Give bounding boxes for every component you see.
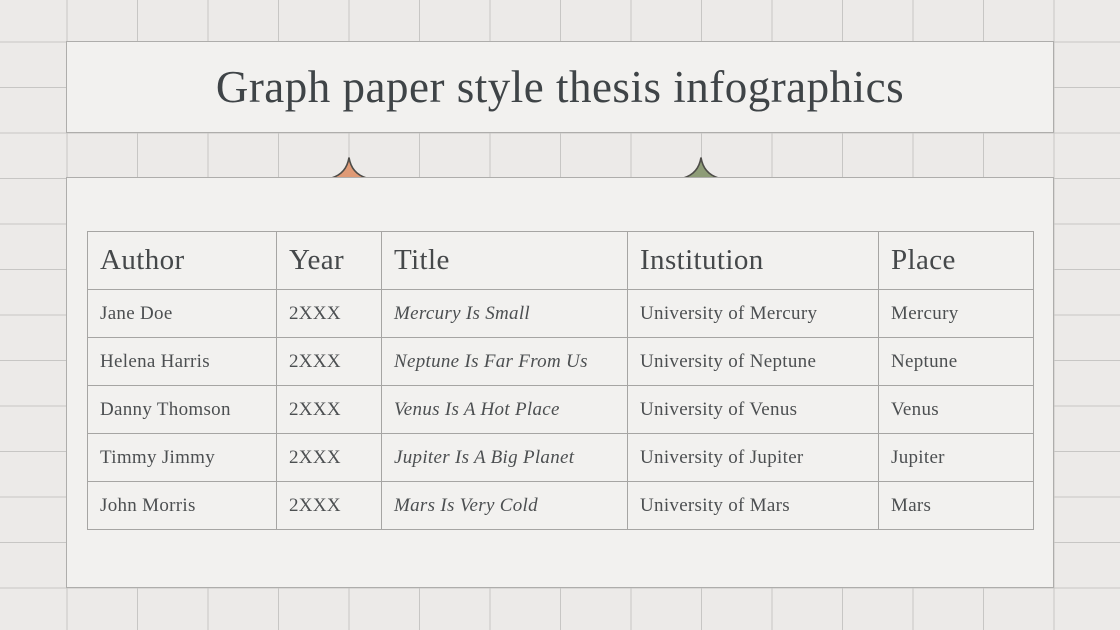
header-institution: Institution bbox=[628, 232, 879, 290]
author-cell: Helena Harris bbox=[88, 338, 277, 386]
thesis-table bbox=[87, 231, 1034, 530]
institution-cell: University of Neptune bbox=[628, 338, 879, 386]
place-cell: Jupiter bbox=[879, 434, 1034, 482]
title-box bbox=[66, 41, 1054, 133]
header-title: Title bbox=[382, 232, 628, 290]
author-cell: John Morris bbox=[88, 482, 277, 530]
year-cell: 2XXX bbox=[277, 290, 382, 338]
header-year: Year bbox=[277, 232, 382, 290]
institution-cell: University of Mercury bbox=[628, 290, 879, 338]
year-cell: 2XXX bbox=[277, 386, 382, 434]
place-cell: Mercury bbox=[879, 290, 1034, 338]
place-cell: Neptune bbox=[879, 338, 1034, 386]
table-row bbox=[88, 482, 1034, 530]
place-cell: Venus bbox=[879, 386, 1034, 434]
title-cell: Mars Is Very Cold bbox=[382, 482, 628, 530]
author-cell: Timmy Jimmy bbox=[88, 434, 277, 482]
page-title: Graph paper style thesis infographics bbox=[215, 62, 905, 112]
author-cell: Danny Thomson bbox=[88, 386, 277, 434]
year-cell: 2XXX bbox=[277, 434, 382, 482]
title-cell: Neptune Is Far From Us bbox=[382, 338, 628, 386]
table-row bbox=[88, 338, 1034, 386]
year-cell: 2XXX bbox=[277, 338, 382, 386]
header-place: Place bbox=[879, 232, 1034, 290]
author-cell: Jane Doe bbox=[88, 290, 277, 338]
header-author: Author bbox=[88, 232, 277, 290]
table-row bbox=[88, 386, 1034, 434]
title-cell: Jupiter Is A Big Planet bbox=[382, 434, 628, 482]
title-cell: Mercury Is Small bbox=[382, 290, 628, 338]
institution-cell: University of Venus bbox=[628, 386, 879, 434]
institution-cell: University of Mars bbox=[628, 482, 879, 530]
institution-cell: University of Jupiter bbox=[628, 434, 879, 482]
place-cell: Mars bbox=[879, 482, 1034, 530]
table-header-row bbox=[88, 232, 1034, 290]
title-cell: Venus Is A Hot Place bbox=[382, 386, 628, 434]
table-row bbox=[88, 290, 1034, 338]
year-cell: 2XXX bbox=[277, 482, 382, 530]
table-row bbox=[88, 434, 1034, 482]
